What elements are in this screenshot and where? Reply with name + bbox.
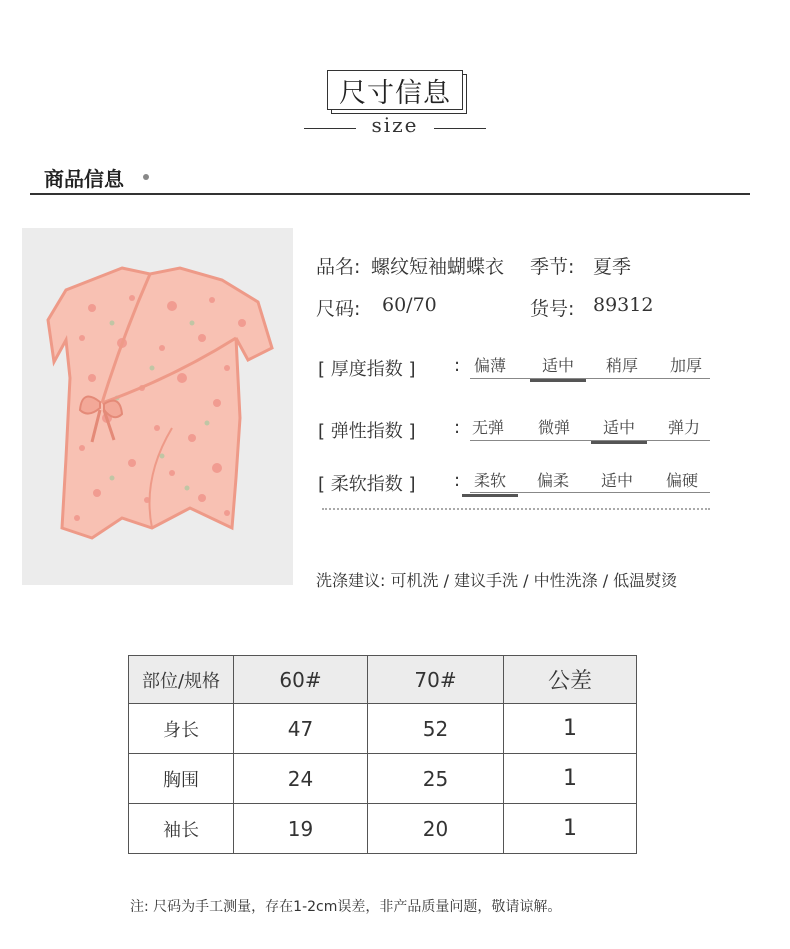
- sku-value: 89312: [593, 294, 654, 316]
- thickness-option: 稍厚: [605, 356, 638, 375]
- cell-tolerance: 1: [504, 754, 637, 804]
- subtitle-right-rule: [434, 128, 486, 129]
- subtitle-left-rule: [304, 128, 356, 129]
- header-size-70: 70#: [368, 656, 504, 704]
- table-row: [129, 804, 637, 854]
- page-title: 尺寸信息: [327, 70, 463, 110]
- elasticity-index-colon: :: [454, 417, 461, 438]
- table-row: [129, 704, 637, 754]
- section-divider: [30, 193, 750, 195]
- dotted-divider: [322, 508, 710, 510]
- cell-tolerance: 1: [504, 804, 637, 854]
- cell-value: 20: [368, 804, 504, 854]
- softness-index-colon: :: [454, 470, 461, 491]
- season-label: 季节:: [530, 256, 575, 278]
- cell-value: 25: [368, 754, 504, 804]
- elasticity-option: 无弹: [471, 418, 504, 437]
- wash-advice: 洗涤建议: 可机洗 / 建议手洗 / 中性洗涤 / 低温熨烫: [316, 571, 678, 590]
- thickness-option: 偏薄: [473, 356, 506, 375]
- thickness-option-selected: 适中: [530, 353, 586, 376]
- thickness-option: 加厚: [669, 356, 702, 375]
- size-table-header: [129, 656, 637, 704]
- measurement-note: 注: 尺码为手工测量，存在1-2cm误差，非产品质量问题，敬请谅解。: [130, 899, 562, 915]
- section-dot: [143, 174, 149, 180]
- thickness-index-colon: :: [454, 355, 461, 376]
- softness-option: 偏柔: [536, 471, 569, 490]
- season-value: 夏季: [593, 256, 632, 278]
- header-size-60: 60#: [234, 656, 368, 704]
- garment-illustration: [22, 228, 293, 585]
- header-tolerance: 公差: [504, 656, 637, 704]
- row-part: 胸围: [129, 754, 234, 804]
- thickness-index-label: [ 厚度指数 ]: [318, 359, 416, 380]
- elasticity-scale-line: [470, 440, 710, 441]
- product-name-label: 品名:: [316, 256, 361, 278]
- softness-option: 偏硬: [665, 471, 698, 490]
- softness-scale-line: [470, 492, 710, 493]
- cell-tolerance: 1: [504, 704, 637, 754]
- elasticity-index-label: [ 弹性指数 ]: [318, 421, 416, 442]
- header-part: 部位/规格: [129, 656, 234, 704]
- cell-value: 19: [234, 804, 368, 854]
- section-label: 商品信息: [44, 167, 124, 191]
- cell-value: 47: [234, 704, 368, 754]
- product-image: [22, 228, 293, 585]
- elasticity-option-selected: 适中: [591, 415, 647, 438]
- softness-index-label: [ 柔软指数 ]: [318, 474, 416, 495]
- cell-value: 24: [234, 754, 368, 804]
- softness-option: 适中: [600, 471, 633, 490]
- table-row: [129, 754, 637, 804]
- product-name-value: 螺纹短袖蝴蝶衣: [371, 256, 505, 278]
- elasticity-option: 弹力: [667, 418, 700, 437]
- page-subtitle: size: [371, 113, 419, 137]
- elasticity-option: 微弹: [537, 418, 570, 437]
- cell-value: 52: [368, 704, 504, 754]
- size-table: [128, 655, 637, 854]
- size-value: 60/70: [382, 294, 437, 316]
- softness-option-selected: 柔软: [462, 468, 518, 491]
- row-part: 身长: [129, 704, 234, 754]
- sku-label: 货号:: [530, 298, 575, 320]
- thickness-scale-line: [470, 378, 710, 379]
- size-label: 尺码:: [316, 298, 361, 320]
- row-part: 袖长: [129, 804, 234, 854]
